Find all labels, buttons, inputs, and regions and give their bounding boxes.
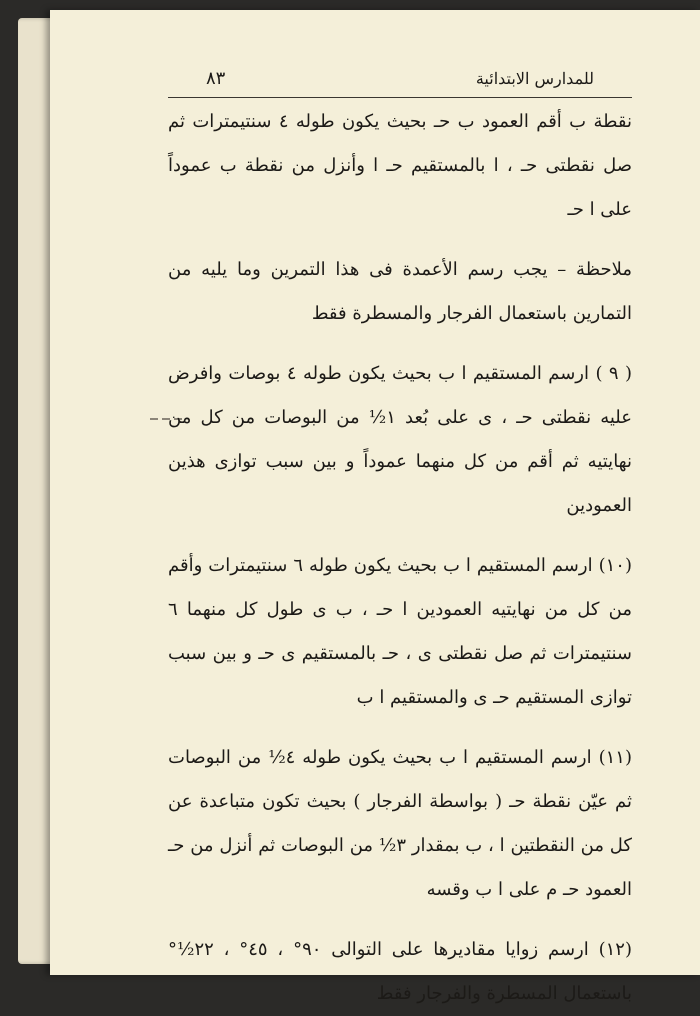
exercise-10 [168,544,632,720]
exercise-text: ارسم المستقيم ا ب بحيث يكون طوله ٤ بوصات وافرض عليه نقطتى حـ ، ى على بُعد ١½ من البوصات من كل من نهايتيه ثم أقم من كل منهما عموداً و بين سبب توازى هذين العمودين [168,363,633,516]
exercise-text: ارسم زوايا مقاديرها على التوالى ٩٠° ، ٤٥° ، ٢٢½° باستعمال المسطرة والفرجار فقط [168,939,632,1004]
exercise-number: ( ٩ ) [595,363,633,384]
exercise-number: (١٢) [598,939,632,960]
running-header [168,68,632,98]
exercise-text: ارسم المستقيم ا ب بحيث يكون طوله ٦ سنتيمترات وأقم من كل من نهايتيه العمودين ا حـ ، ب ى طول كل منهما ٦ سنتيمترات ثم صل نقطتى ى ، حـ بالمستقيم ى حـ و بين سبب توازى المستقيم حـ ى والمستقيم ا ب [168,555,632,708]
page-number: ٨٣ [206,68,226,89]
exercise-9 [168,352,632,528]
exercise-number: (١١) [598,747,632,768]
exercise-12 [168,928,632,1016]
exercise-number: (١٠) [598,555,632,576]
page-content [168,68,632,1016]
header-title: للمدارس الابتدائية [475,69,594,88]
exercise-text: ارسم المستقيم ا ب بحيث يكون طوله ٤½ من البوصات ثم عيّن نقطة حـ ( بواسطة الفرجار ) بحيث تكون متباعدة عن كل من النقطتين ا ، ب بمقدار ٣½ من البوصات ثم أنزل من حـ العمود حـ م على ا ب وقسه [168,747,632,900]
note-paragraph: ملاحظة – يجب رسم الأعمدة فى هذا التمرين وما يليه من التمارين باستعمال الفرجار والمسطرة فقط [168,259,632,324]
intro-paragraph: نقطة ب أقم العمود ب حـ بحيث يكون طوله ٤ سنتيمترات ثم صل نقطتى حـ ، ا بالمستقيم حـ ا وأنزل من نقطة ب عموداً على ا حـ [168,111,632,220]
book-page [50,10,700,1004]
exercise-11 [168,736,632,912]
